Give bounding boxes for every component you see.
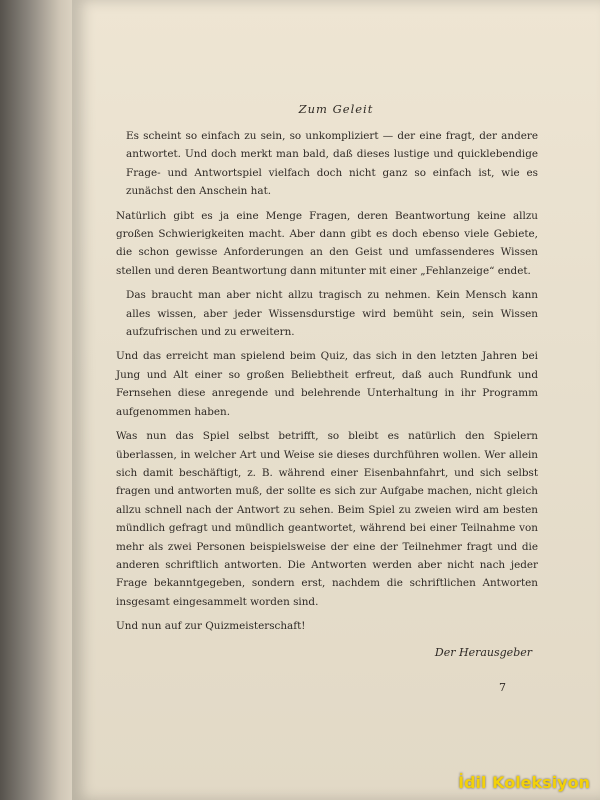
paragraph: Natürlich gibt es ja eine Menge Fragen, deren Beantwortung keine allzu großen Schwierigkeiten macht. Aber dann gibt es doch ebenso viele Gebiete, die schon gewisse Anforderungen an den Geist und umfassenderes Wissen stellen und deren Beantwortung dann mitunter mit einer „Fehlanzeige“ endet.: [116, 209, 538, 277]
paragraph: Das braucht man aber nicht allzu tragisch zu nehmen. Kein Mensch kann alles wissen, aber jeder Wissensdurstige wird bemüht sein, sein Wissen aufzufrischen und zu erweitern.: [126, 289, 538, 339]
paragraph: Es scheint so einfach zu sein, so unkompliziert — der eine fragt, der andere antwortet. Und doch merkt man bald, daß dieses lustige und quicklebendige Frage- und Antwortspiel vielfach doch nicht ganz so einfach ist, wie es zunächst den Anschein hat.: [126, 130, 538, 198]
body-text: [116, 127, 538, 642]
paragraph: Was nun das Spiel selbst betrifft, so bleibt es natürlich den Spielern überlassen, in welcher Art und Weise sie dieses durchführen wollen. Wer allein sich damit beschäftigt, z. B. während einer Eisenbahnfahrt, und sich selbst fragen und antworten muß, der sollte es sich zur Aufgabe machen, nicht gleich allzu schnell nach der Antwort zu sehen. Beim Spiel zu zweien wird am besten mündlich gefragt und mündlich geantwortet, während bei einer Teilnahme von mehr als zwei Personen beispielsweise der eine der Teilnehmer fragt und die anderen schriftlich antworten. Die Antworten werden aber nicht nach jeder Frage bekanntgegeben, sondern erst, nachdem die schriftlichen Antworten insgesamt eingesammelt worden sind.: [116, 430, 538, 608]
signature: Der Herausgeber: [434, 646, 532, 659]
watermark: İdil Koleksiyon: [458, 773, 590, 792]
page-title: Zum Geleit: [298, 102, 374, 116]
closing-line: Und nun auf zur Quizmeisterschaft!: [116, 620, 306, 633]
page-number: 7: [499, 681, 506, 694]
book-gutter: [0, 0, 80, 800]
book-page: [72, 0, 600, 800]
paragraph: Und das erreicht man spielend beim Quiz, das sich in den letzten Jahren bei Jung und Alt einer so großen Beliebtheit erfreut, daß auch Rundfunk und Fernsehen diese anregende und belehrende Unterhaltung in ihr Programm aufgenommen haben.: [116, 350, 538, 418]
